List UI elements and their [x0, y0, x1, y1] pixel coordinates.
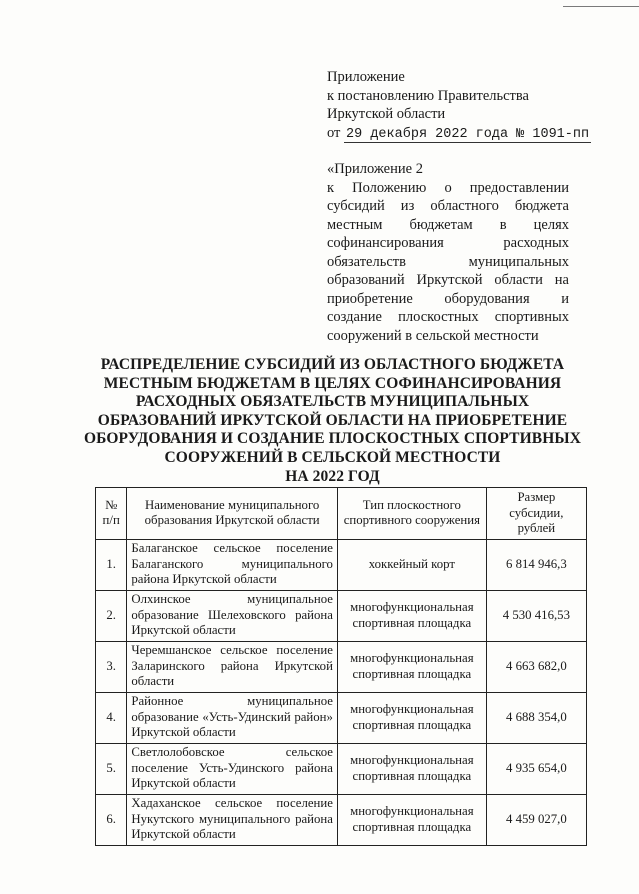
scan-edge-line: [563, 6, 639, 7]
row-num: 2.: [96, 590, 127, 641]
header-line-3: Иркутской области: [327, 106, 446, 122]
row-type: многофункциональная спортивная площадка: [337, 743, 486, 794]
title-line: МЕСТНЫМ БЮДЖЕТАМ В ЦЕЛЯХ СОФИНАНСИРОВАНИЯ: [103, 374, 562, 392]
resolution-date: 29 декабря 2022 года № 1091-пп: [346, 126, 590, 142]
header-name: Наименование муниципального образования Иркутской области: [127, 488, 338, 540]
table-row: [96, 743, 587, 794]
header-num: № п/п: [96, 488, 127, 540]
table-row: [96, 590, 587, 641]
row-num: 3.: [96, 641, 127, 692]
table-row: [96, 794, 587, 845]
row-type: многофункциональная спортивная площадка: [337, 590, 486, 641]
row-name: Районное муниципальное образование «Усть-Удинский район» Иркутской области: [127, 692, 338, 743]
row-type: многофункциональная спортивная площадка: [337, 692, 486, 743]
row-amount: 4 663 682,0: [486, 641, 586, 692]
row-amount: 6 814 946,3: [486, 539, 586, 590]
row-num: 6.: [96, 794, 127, 845]
table-header-row: [96, 488, 587, 540]
table-row: [96, 692, 587, 743]
appendix-2-block: [327, 160, 569, 345]
title-line: РАСХОДНЫХ ОБЯЗАТЕЛЬСТВ МУНИЦИПАЛЬНЫХ: [135, 393, 530, 411]
title-line: СООРУЖЕНИЙ В СЕЛЬСКОЙ МЕСТНОСТИ: [164, 448, 501, 466]
row-num: 5.: [96, 743, 127, 794]
appendix-2-title: «Приложение 2: [327, 161, 423, 177]
header-date-line: [327, 124, 590, 145]
header-type: Тип плоскостного спортивного сооружения: [337, 488, 486, 540]
appendix-header: [327, 68, 590, 144]
row-amount: 4 459 027,0: [486, 794, 586, 845]
table-row: [96, 641, 587, 692]
row-num: 4.: [96, 692, 127, 743]
appendix-2-text: к Положению о предоставлении субсидий из областного бюджета местным бюджетам в целях софинансирования расходных обязательств муниципальных образований Иркутской области на приобретение оборудования и создание плоскостных спортивных сооружений в сельской местности: [327, 179, 569, 344]
title-line: ОБОРУДОВАНИЯ И СОЗДАНИЕ ПЛОСКОСТНЫХ СПОРТИВНЫХ: [84, 430, 581, 448]
row-name: Олхинское муниципальное образование Шелеховского района Иркутской области: [127, 590, 338, 641]
row-type: многофункциональная спортивная площадка: [337, 794, 486, 845]
subsidy-table: [95, 487, 587, 846]
table-row: [96, 539, 587, 590]
row-type: хоккейный корт: [337, 539, 486, 590]
title-line: НА 2022 ГОД: [285, 467, 380, 485]
row-name: Светлолобовское сельское поселение Усть-Удинского района Иркутской области: [127, 743, 338, 794]
row-type: многофункциональная спортивная площадка: [337, 641, 486, 692]
header-line-2: к постановлению Правительства: [327, 87, 529, 104]
row-name: Черемшанское сельское поселение Заларинского района Иркутской области: [127, 641, 338, 692]
row-name: Балаганское сельское поселение Балаганского муниципального района Иркутской области: [127, 539, 338, 590]
header-amount: Размер субсидии, рублей: [486, 488, 586, 540]
row-amount: 4 935 654,0: [486, 743, 586, 794]
row-amount: 4 688 354,0: [486, 692, 586, 743]
row-name: Хадаханское сельское поселение Нукутского муниципального района Иркутской области: [127, 794, 338, 845]
date-prefix: от: [327, 124, 341, 141]
title-line: ОБРАЗОВАНИЙ ИРКУТСКОЙ ОБЛАСТИ НА ПРИОБРЕТЕНИЕ: [97, 411, 568, 429]
document-title: [80, 356, 585, 486]
row-amount: 4 530 416,53: [486, 590, 586, 641]
header-line-1: Приложение: [327, 69, 405, 85]
title-line: РАСПРЕДЕЛЕНИЕ СУБСИДИЙ ИЗ ОБЛАСТНОГО БЮДЖЕТА: [100, 356, 565, 373]
row-num: 1.: [96, 539, 127, 590]
